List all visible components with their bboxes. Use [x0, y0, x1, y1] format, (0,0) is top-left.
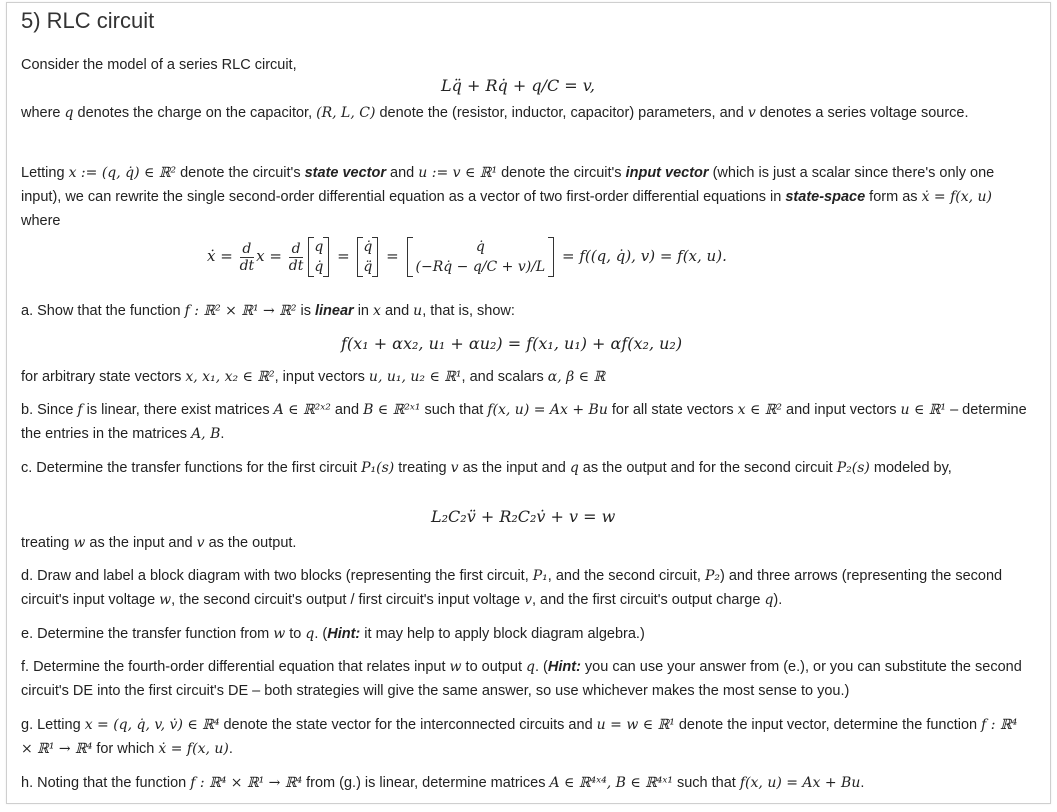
part-d: d. Draw and label a block diagram with two blocks (representing the first circuit, P₁, and the second circuit, P₂) and three arrows (representing the second circuit's input voltage w, the second circuit's output / first circuit's input voltage v, and the first circuit's output charge q). [21, 568, 1003, 608]
part-f: f. Determine the fourth-order differential equation that relates input w to output q. (Hint: you can use your answer from (e.), or you can substitute the second circuit's DE into the first circuit's DE – both strategies will give the same answer, so use whichever makes the most sense to you.) [21, 659, 1022, 699]
letting-paragraph: Letting x := (q, q̇) ∈ ℝ² denote the circuit's state vector and u := v ∈ ℝ¹ denote the circuit's input vector (which is just a scalar since there's only one input), we can rewrite the single second-order differential equation as a vector of two first-order differential equations in state-space form as ẋ = f(x, u) where [21, 165, 995, 229]
problem-card [6, 2, 1051, 804]
part-e: e. Determine the transfer function from w to q. (Hint: it may help to apply block diagram algebra.) [21, 626, 645, 642]
treating-text: treating w as the input and v as the output. [21, 535, 297, 551]
arbitrary-text: for arbitrary state vectors x, x₁, x₂ ∈ ℝ², input vectors u, u₁, u₂ ∈ ℝ¹, and scalars α, β ∈ ℝ [21, 369, 606, 385]
part-a: a. Show that the function f : ℝ² × ℝ¹ → ℝ² is linear in x and u, that is, show: [21, 303, 515, 319]
intro-text: Consider the model of a series RLC circuit, [21, 57, 297, 73]
where-paragraph: where q denotes the charge on the capacitor, (R, L, C) denote the (resistor, inductor, capacitor) parameters, and v denotes a series voltage source. [21, 105, 969, 121]
page-title: 5) RLC circuit [21, 8, 155, 33]
part-h: h. Noting that the function f : ℝ⁴ × ℝ¹ → ℝ⁴ from (g.) is linear, determine matrices A ∈ ℝ⁴ˣ⁴, B ∈ ℝ⁴ˣ¹ such that f(x, u) = Ax + Bu. [21, 775, 865, 791]
equation-second-circuit: L₂C₂v̈ + R₂C₂v̇ + v = w [431, 507, 616, 526]
part-c: c. Determine the transfer functions for the first circuit P₁(s) treating v as the input and q as the output and for the second circuit P₂(s) modeled by, [21, 460, 952, 476]
part-g: g. Letting x = (q, q̇, v, v̇) ∈ ℝ⁴ denote the state vector for the interconnected circuits and u = w ∈ ℝ¹ denote the input vector, determine the function f : ℝ⁴ × ℝ¹ → ℝ⁴ for which ẋ = f(x, u). [21, 717, 1018, 757]
equation-state-space: ẋ = $\frac{d}{dt}$ x = $\frac{d}{dt}$ q q̇ = q̇ q̈ = q̇ (−Rq̇ − q/C + v)/L = f((q, q̇), v) = f(x, u). [207, 239, 727, 275]
part-b: b. Since f is linear, there exist matrices A ∈ ℝ²ˣ² and B ∈ ℝ²ˣ¹ such that f(x, u) = Ax + Bu for all state vectors x ∈ ℝ² and input vectors u ∈ ℝ¹ – determine the entries in the matrices A, B. [21, 402, 1027, 442]
equation-rlc: Lq̈ + Rq̇ + q/C = v, [441, 76, 595, 95]
equation-linearity: f(x₁ + αx₂, u₁ + αu₂) = f(x₁, u₁) + αf(x₂, u₂) [341, 334, 683, 353]
